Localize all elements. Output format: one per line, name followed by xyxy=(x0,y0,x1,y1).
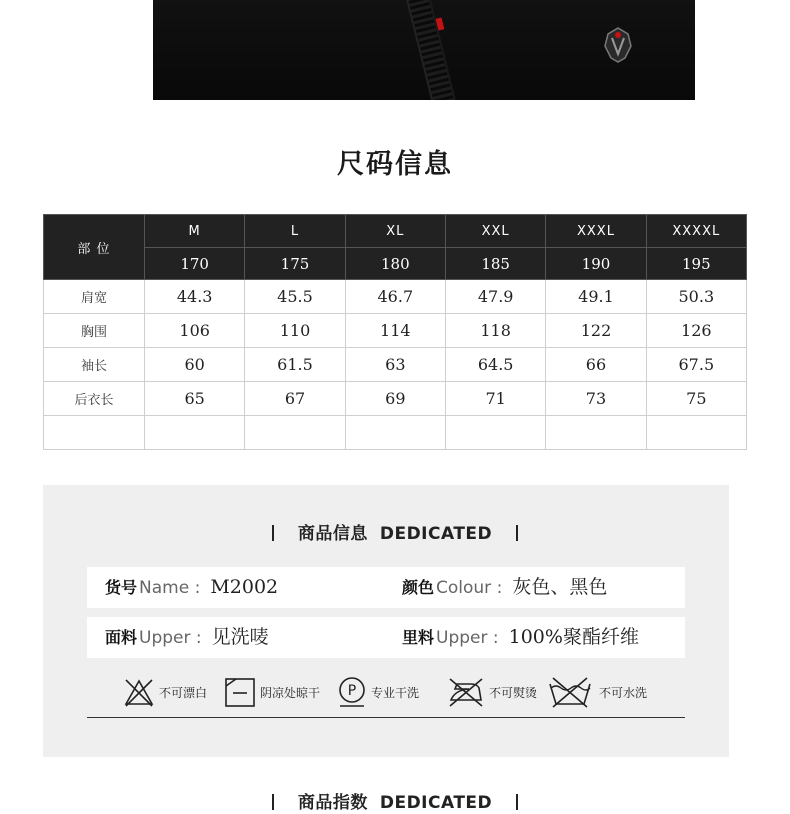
info-row-name-colour xyxy=(87,567,685,608)
table-cell: 110 xyxy=(245,314,345,348)
care-label: 不可熨烫 xyxy=(489,685,538,700)
height-cell: 170 xyxy=(145,248,245,280)
no-iron-icon xyxy=(447,676,485,708)
table-cell: 69 xyxy=(345,382,445,416)
shade-dry-icon xyxy=(224,676,256,708)
table-corner-label: 部 位 xyxy=(44,215,145,280)
table-row xyxy=(44,348,747,382)
height-header-row xyxy=(44,248,747,280)
lining-label-en: Upper : xyxy=(436,628,499,648)
upper-fabric-label-en: Upper : xyxy=(139,628,202,648)
size-cell: XXXL xyxy=(546,215,646,248)
care-instructions xyxy=(87,675,685,718)
colour-label: 颜色 xyxy=(402,578,435,597)
upper-fabric-field xyxy=(105,617,269,658)
height-cell: 180 xyxy=(345,248,445,280)
product-index-title-cn: 商品指数 xyxy=(297,793,368,813)
table-cell: 106 xyxy=(145,314,245,348)
table-cell: 67.5 xyxy=(646,348,746,382)
table-cell xyxy=(546,416,646,450)
table-cell: 44.3 xyxy=(145,280,245,314)
size-cell: M xyxy=(145,215,245,248)
table-cell: 61.5 xyxy=(245,348,345,382)
product-info-title-en: DEDICATED xyxy=(379,524,493,544)
upper-fabric-value: 见洗唛 xyxy=(211,626,269,648)
colour-field xyxy=(402,567,607,608)
title-bar-right xyxy=(516,794,518,810)
no-bleach-icon xyxy=(123,676,155,708)
table-cell: 46.7 xyxy=(345,280,445,314)
table-cell: 65 xyxy=(145,382,245,416)
size-header-row xyxy=(44,215,747,248)
table-cell: 118 xyxy=(445,314,545,348)
lining-label: 里料 xyxy=(402,628,435,647)
item-number-value: M2002 xyxy=(210,576,279,598)
table-cell: 63 xyxy=(345,348,445,382)
table-cell: 60 xyxy=(145,348,245,382)
height-cell: 175 xyxy=(245,248,345,280)
table-cell: 114 xyxy=(345,314,445,348)
size-cell: XXL xyxy=(445,215,545,248)
title-bar-left xyxy=(272,525,274,541)
height-cell: 195 xyxy=(646,248,746,280)
product-info-title xyxy=(0,519,790,544)
table-row xyxy=(44,382,747,416)
size-cell: L xyxy=(245,215,345,248)
table-row-empty xyxy=(44,416,747,450)
upper-fabric-label: 面料 xyxy=(105,628,138,647)
table-row xyxy=(44,314,747,348)
table-cell xyxy=(646,416,746,450)
item-number-label-en: Name : xyxy=(139,578,201,598)
table-cell: 126 xyxy=(646,314,746,348)
size-cell: XXXXL xyxy=(646,215,746,248)
item-number-field xyxy=(105,567,278,608)
table-cell: 75 xyxy=(646,382,746,416)
table-cell: 47.9 xyxy=(445,280,545,314)
lining-field xyxy=(402,617,639,658)
table-cell: 66 xyxy=(546,348,646,382)
colour-label-en: Colour : xyxy=(436,578,503,598)
colour-value: 灰色、黑色 xyxy=(512,576,608,598)
table-cell xyxy=(345,416,445,450)
table-cell: 45.5 xyxy=(245,280,345,314)
care-item xyxy=(337,675,419,709)
table-cell: 64.5 xyxy=(445,348,545,382)
lining-value: 100%聚酯纤维 xyxy=(508,626,639,648)
row-label: 袖长 xyxy=(44,348,145,382)
zipper-detail xyxy=(406,0,456,100)
care-item xyxy=(447,675,537,709)
table-cell xyxy=(145,416,245,450)
size-cell: XL xyxy=(345,215,445,248)
table-row xyxy=(44,280,747,314)
table-cell: 67 xyxy=(245,382,345,416)
height-cell: 190 xyxy=(546,248,646,280)
logo-badge-icon xyxy=(601,24,635,64)
table-cell: 49.1 xyxy=(546,280,646,314)
care-label: 阴凉处晾干 xyxy=(260,685,321,700)
table-cell: 71 xyxy=(445,382,545,416)
care-item xyxy=(224,675,320,709)
care-item xyxy=(545,675,647,709)
row-label xyxy=(44,416,145,450)
product-photo xyxy=(153,0,695,100)
product-info-title-cn: 商品信息 xyxy=(297,524,368,544)
product-index-title-en: DEDICATED xyxy=(379,793,493,813)
care-label: 不可水洗 xyxy=(599,685,648,700)
title-bar-left xyxy=(272,794,274,810)
professional-dry-clean-icon xyxy=(337,676,367,708)
table-cell xyxy=(445,416,545,450)
care-label: 专业干洗 xyxy=(371,685,420,700)
page-title: 尺码信息 xyxy=(337,149,453,180)
care-item xyxy=(123,675,207,709)
title-bar-right xyxy=(516,525,518,541)
info-row-fabric xyxy=(87,617,685,658)
size-table xyxy=(43,214,747,450)
care-label: 不可漂白 xyxy=(159,685,208,700)
product-index-title xyxy=(0,788,790,813)
item-number-label: 货号 xyxy=(105,578,138,597)
table-cell: 122 xyxy=(546,314,646,348)
row-label: 后衣长 xyxy=(44,382,145,416)
svg-text:P: P xyxy=(347,683,357,699)
table-cell: 73 xyxy=(546,382,646,416)
table-cell: 50.3 xyxy=(646,280,746,314)
row-label: 肩宽 xyxy=(44,280,145,314)
no-wash-icon xyxy=(545,676,595,708)
table-cell xyxy=(245,416,345,450)
height-cell: 185 xyxy=(445,248,545,280)
row-label: 胸围 xyxy=(44,314,145,348)
